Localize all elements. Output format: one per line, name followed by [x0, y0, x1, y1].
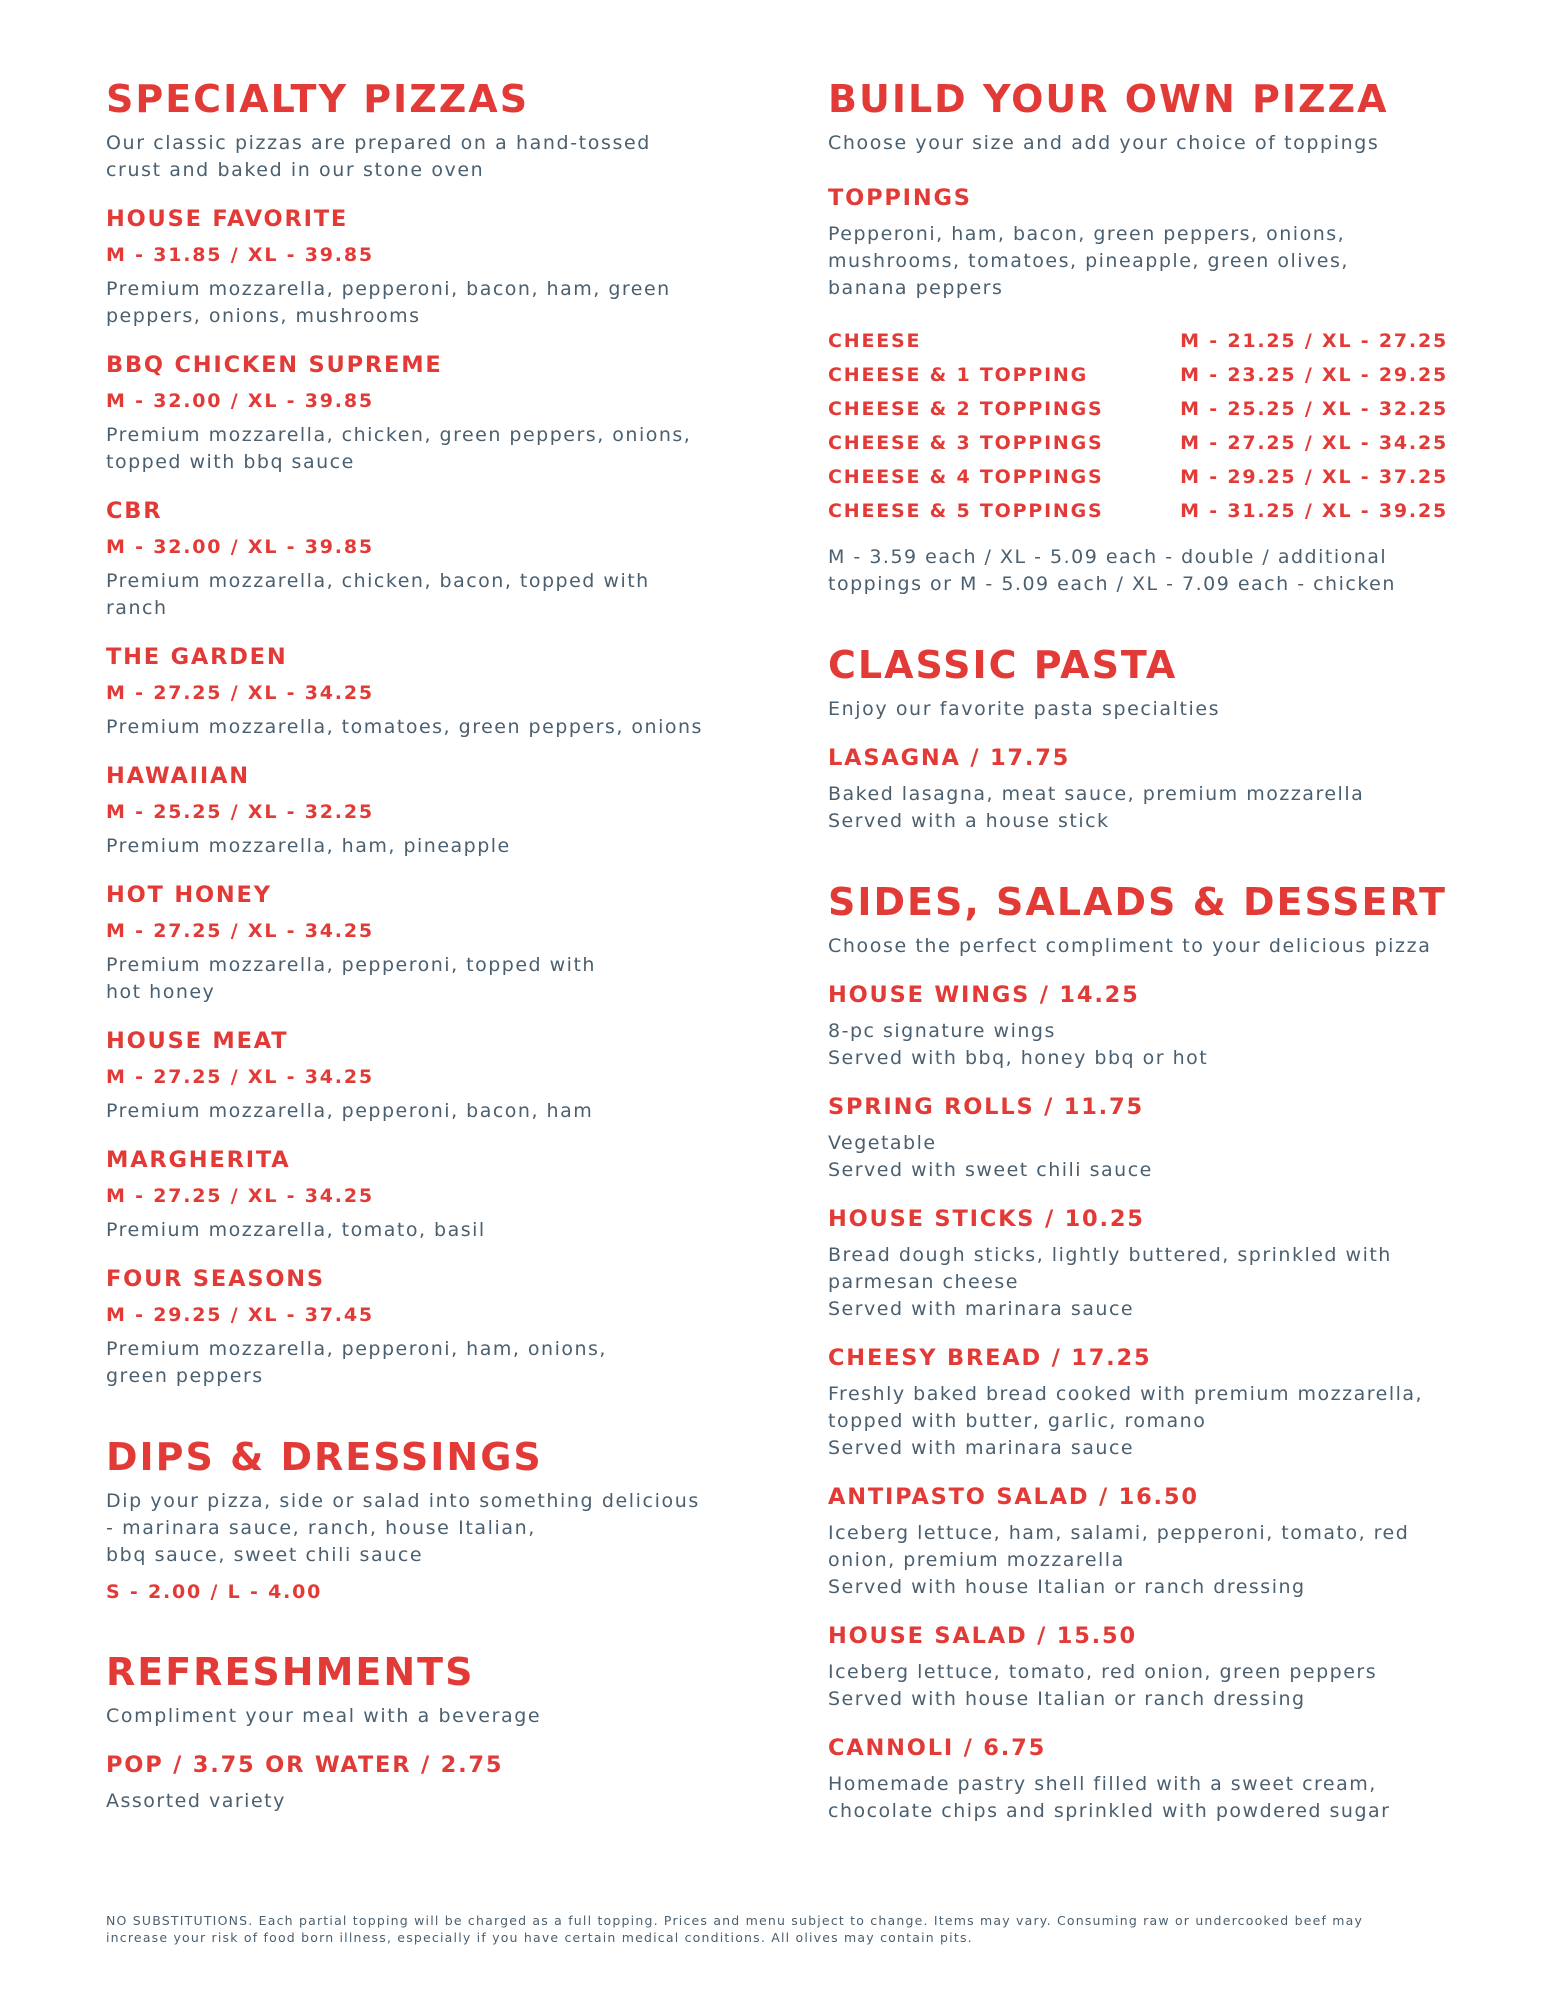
item-name: HOUSE SALAD / 15.50 [828, 1623, 1137, 1649]
item-description: Baked lasagna, meat sauce, premium mozzarella Served with a house stick [828, 783, 1365, 832]
item-description: Freshly baked bread cooked with premium mozzarella, topped with butter, garlic, romano Served with marinara sauce [828, 1383, 1424, 1459]
specialty-pizzas-section [106, 76, 726, 1390]
price-row-label: CHEESE & 2 TOPPINGS [828, 398, 1104, 420]
build-price-note: M - 3.59 each / XL - 5.09 each - double / additional toppings or M - 5.09 each / XL - 7.09 each - chicken [828, 546, 1396, 595]
menu-item [106, 1750, 726, 1815]
left-column [106, 76, 726, 1815]
item-price: M - 27.25 / XL - 34.25 [106, 682, 374, 704]
price-row-price: M - 27.25 / XL - 34.25 [1180, 432, 1448, 454]
price-row-price: M - 31.25 / XL - 39.25 [1180, 500, 1448, 522]
item-name: CBR [106, 498, 163, 524]
item-name: ANTIPASTO SALAD / 16.50 [828, 1484, 1199, 1510]
menu-item [828, 1204, 1448, 1323]
menu-item [106, 1145, 726, 1244]
item-name: THE GARDEN [106, 644, 288, 670]
dips-price: S - 2.00 / L - 4.00 [106, 1581, 323, 1603]
build-your-own-section [828, 76, 1448, 598]
price-row [828, 392, 1448, 426]
menu-item [828, 743, 1448, 835]
footer-disclaimer: NO SUBSTITUTIONS. Each partial topping will be charged as a full topping. Prices and menu subject to change. Items may vary. Consuming raw or undercooked beef may increase your risk of food born illness, especially if you have certain medical conditions. All olives may contain pits. [106, 1913, 1364, 1945]
build-price-table [828, 324, 1448, 528]
item-price: M - 32.00 / XL - 39.85 [106, 536, 374, 558]
price-row [828, 494, 1448, 528]
section-subtitle: Choose the perfect compliment to your delicious pizza [828, 935, 1432, 957]
section-title: CLASSIC PASTA [828, 643, 1178, 687]
item-name: HOUSE WINGS / 14.25 [828, 982, 1140, 1008]
item-description: Premium mozzarella, chicken, green peppers, onions, topped with bbq sauce [106, 424, 692, 473]
item-description: Premium mozzarella, pepperoni, ham, onions, green peppers [106, 1338, 607, 1387]
item-name: HOUSE STICKS / 10.25 [828, 1206, 1145, 1232]
item-name: CANNOLI / 6.75 [828, 1735, 1047, 1761]
toppings-label: TOPPINGS [828, 185, 972, 211]
item-name: HOUSE MEAT [106, 1028, 289, 1054]
section-title: SIDES, SALADS & DESSERT [828, 880, 1447, 924]
menu-item [106, 496, 726, 622]
item-price: M - 29.25 / XL - 37.45 [106, 1304, 374, 1326]
section-title: BUILD YOUR OWN PIZZA [828, 77, 1389, 121]
item-name: HAWAIIAN [106, 763, 250, 789]
price-row-label: CHEESE & 3 TOPPINGS [828, 432, 1104, 454]
price-row-price: M - 29.25 / XL - 37.25 [1180, 466, 1448, 488]
menu-item [106, 761, 726, 860]
classic-pasta-section [828, 642, 1448, 835]
item-description: Premium mozzarella, ham, pineapple [106, 835, 511, 857]
menu-item [106, 880, 726, 1006]
price-row-label: CHEESE & 5 TOPPINGS [828, 500, 1104, 522]
item-description: Homemade pastry shell filled with a sweet cream, chocolate chips and sprinkled with powdered sugar [828, 1773, 1391, 1822]
item-description: Iceberg lettuce, ham, salami, pepperoni, tomato, red onion, premium mozzarella Served with house Italian or ranch dressing [828, 1522, 1410, 1598]
item-description: Premium mozzarella, pepperoni, topped with hot honey [106, 954, 596, 1003]
menu-item [828, 1621, 1448, 1713]
price-row-price: M - 21.25 / XL - 27.25 [1180, 330, 1448, 352]
item-name: BBQ CHICKEN SUPREME [106, 352, 443, 378]
item-price: M - 25.25 / XL - 32.25 [106, 801, 374, 823]
item-price: M - 27.25 / XL - 34.25 [106, 1185, 374, 1207]
item-name: MARGHERITA [106, 1147, 291, 1173]
item-description: Iceberg lettuce, tomato, red onion, green peppers Served with house Italian or ranch dressing [828, 1661, 1378, 1710]
item-description: Bread dough sticks, lightly buttered, sprinkled with parmesan cheese Served with marinara sauce [828, 1244, 1392, 1320]
section-subtitle: Our classic pizzas are prepared on a hand-tossed crust and baked in our stone oven [106, 132, 651, 181]
dips-dressings-section [106, 1434, 726, 1605]
price-row-label: CHEESE & 1 TOPPING [828, 364, 1089, 386]
item-name: SPRING ROLLS / 11.75 [828, 1094, 1144, 1120]
item-description: 8-pc signature wings Served with bbq, honey bbq or hot [828, 1020, 1209, 1069]
item-name: POP / 3.75 OR WATER / 2.75 [106, 1752, 504, 1778]
item-description: Premium mozzarella, chicken, bacon, topped with ranch [106, 570, 650, 619]
item-description: Premium mozzarella, tomatoes, green peppers, onions [106, 716, 703, 738]
item-name: LASAGNA / 17.75 [828, 745, 1071, 771]
item-description: Premium mozzarella, tomato, basil [106, 1219, 486, 1241]
price-row [828, 460, 1448, 494]
menu-item [106, 204, 726, 330]
item-description: Premium mozzarella, pepperoni, bacon, ham, green peppers, onions, mushrooms [106, 278, 671, 327]
item-price: M - 32.00 / XL - 39.85 [106, 390, 374, 412]
price-row-price: M - 23.25 / XL - 29.25 [1180, 364, 1448, 386]
item-name: HOUSE FAVORITE [106, 206, 349, 232]
right-column [828, 76, 1448, 1825]
sides-salads-dessert-section [828, 879, 1448, 1825]
toppings-list: Pepperoni, ham, bacon, green peppers, onions, mushrooms, tomatoes, pineapple, green olives, banana peppers [828, 223, 1349, 299]
item-description: Vegetable Served with sweet chili sauce [828, 1132, 1153, 1181]
item-name: FOUR SEASONS [106, 1266, 325, 1292]
section-title: DIPS & DRESSINGS [106, 1435, 543, 1479]
section-subtitle: Enjoy our favorite pasta specialties [828, 698, 1221, 720]
sides-item-list [828, 980, 1448, 1825]
menu-item [106, 350, 726, 476]
item-description: Premium mozzarella, pepperoni, bacon, ham [106, 1100, 594, 1122]
menu-item [828, 1482, 1448, 1601]
menu-item [106, 1026, 726, 1125]
price-row [828, 358, 1448, 392]
item-name: HOT HONEY [106, 882, 272, 908]
section-title: SPECIALTY PIZZAS [106, 77, 530, 121]
section-subtitle: Choose your size and add your choice of toppings [828, 132, 1380, 154]
price-row-label: CHEESE [828, 330, 922, 352]
menu-item [106, 642, 726, 741]
item-description: Assorted variety [106, 1790, 286, 1812]
menu-item [828, 980, 1448, 1072]
price-row [828, 426, 1448, 460]
menu-item [106, 1264, 726, 1390]
menu-item [828, 1733, 1448, 1825]
item-price: M - 31.85 / XL - 39.85 [106, 244, 374, 266]
item-price: M - 27.25 / XL - 34.25 [106, 1066, 374, 1088]
price-row-price: M - 25.25 / XL - 32.25 [1180, 398, 1448, 420]
item-name: CHEESY BREAD / 17.25 [828, 1345, 1152, 1371]
item-price: M - 27.25 / XL - 34.25 [106, 920, 374, 942]
section-subtitle: Dip your pizza, side or salad into something delicious - marinara sauce, ranch, house Italian, bbq sauce, sweet chili sauce [106, 1490, 700, 1566]
price-row-label: CHEESE & 4 TOPPINGS [828, 466, 1104, 488]
section-title: REFRESHMENTS [106, 1650, 475, 1694]
menu-item [828, 1092, 1448, 1184]
specialty-item-list [106, 204, 726, 1390]
refreshments-section [106, 1649, 726, 1815]
section-subtitle: Compliment your meal with a beverage [106, 1705, 542, 1727]
menu-item [828, 1343, 1448, 1462]
price-row [828, 324, 1448, 358]
